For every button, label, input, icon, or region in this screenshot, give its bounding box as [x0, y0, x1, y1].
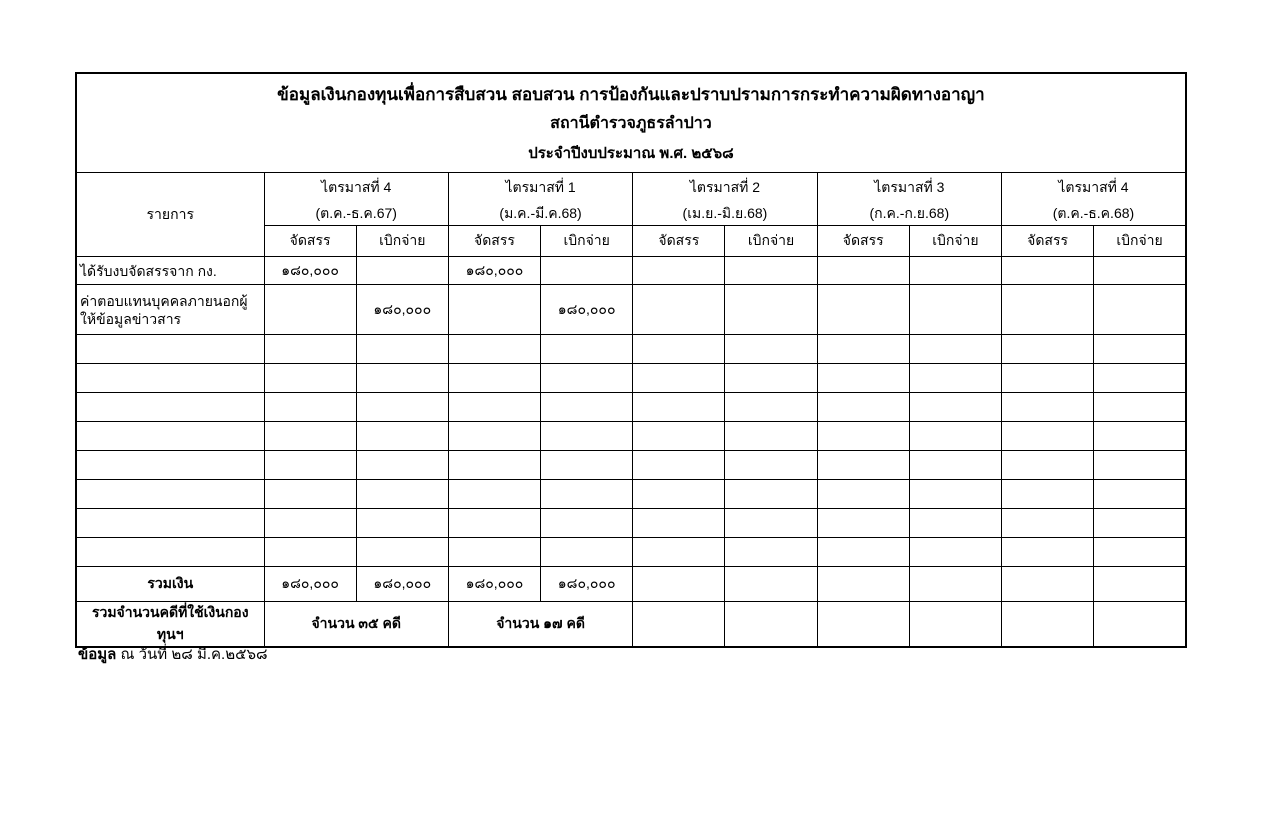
table-cell [817, 451, 909, 480]
table-cell [76, 422, 264, 451]
table-cell [909, 602, 1001, 648]
table-cell [356, 538, 448, 567]
quarter-header-2 [448, 173, 632, 226]
table-cell [633, 480, 725, 509]
amount-cell: ๑๘๐,๐๐๐ [541, 285, 633, 335]
table-cell [817, 364, 909, 393]
table-cell [909, 335, 1001, 364]
data-as-of-note [78, 646, 268, 664]
subheader-allocated: จัดสรร [448, 226, 540, 257]
total-amount-cell [817, 567, 909, 602]
table-cell [541, 509, 633, 538]
quarter-range: (เม.ย.-มิ.ย.68) [682, 205, 768, 221]
table-cell [909, 480, 1001, 509]
amount-cell [356, 257, 448, 285]
table-cell [1094, 364, 1186, 393]
table-cell [541, 422, 633, 451]
table-cell [264, 480, 356, 509]
table-cell [356, 509, 448, 538]
fund-table [75, 72, 1187, 648]
table-cell [1094, 393, 1186, 422]
table-cell [356, 364, 448, 393]
table-cell [909, 364, 1001, 393]
total-row [76, 567, 1186, 602]
table-cell [817, 393, 909, 422]
quarter-header-4 [817, 173, 1001, 226]
quarter-name: ไตรมาสที่ 1 [505, 179, 576, 195]
amount-cell: ๑๘๐,๐๐๐ [264, 257, 356, 285]
table-cell [725, 393, 817, 422]
quarter-name: ไตรมาสที่ 3 [874, 179, 945, 195]
table-cell [76, 480, 264, 509]
total-amount-cell [909, 567, 1001, 602]
table-cell [633, 602, 725, 648]
subheader-disbursed: เบิกจ่าย [909, 226, 1001, 257]
table-cell [541, 364, 633, 393]
table-cell [356, 393, 448, 422]
table-row [76, 393, 1186, 422]
table-cell [633, 451, 725, 480]
amount-cell [1094, 285, 1186, 335]
quarter-header-3 [633, 173, 817, 226]
amount-cell [725, 285, 817, 335]
table-cell [725, 509, 817, 538]
table-cell [448, 393, 540, 422]
table-cell [633, 422, 725, 451]
table-cell [817, 538, 909, 567]
station-name: สถานีตำรวจภูธรลำปาว [550, 114, 712, 132]
amount-cell [817, 285, 909, 335]
table-row [76, 451, 1186, 480]
row-label: ค่าตอบแทนบุคคลภายนอกผู้ให้ข้อมูลข่าวสาร [76, 285, 264, 335]
subheader-disbursed: เบิกจ่าย [541, 226, 633, 257]
table-row [76, 422, 1186, 451]
item-column-header: รายการ [76, 173, 264, 257]
total-label: รวมเงิน [76, 567, 264, 602]
amount-cell [817, 257, 909, 285]
table-cell [448, 451, 540, 480]
table-cell [633, 538, 725, 567]
table-cell [448, 509, 540, 538]
total-amount-cell [1002, 567, 1094, 602]
table-cell [817, 480, 909, 509]
table-row [76, 538, 1186, 567]
amount-cell [1094, 257, 1186, 285]
quarter-name: ไตรมาสที่ 2 [689, 179, 761, 195]
table-cell [1002, 422, 1094, 451]
subheader-disbursed: เบิกจ่าย [356, 226, 448, 257]
table-cell [909, 538, 1001, 567]
table-cell [817, 422, 909, 451]
amount-cell: ๑๘๐,๐๐๐ [356, 285, 448, 335]
table-cell [356, 480, 448, 509]
table-cell [633, 335, 725, 364]
table-cell [448, 335, 540, 364]
table-cell [1002, 393, 1094, 422]
amount-cell [264, 285, 356, 335]
quarter-header-5 [1002, 173, 1186, 226]
page-title: ข้อมูลเงินกองทุนเพื่อการสืบสวน สอบสวน การป้องกันและปราบปรามการกระทำความผิดทางอาญา [277, 84, 985, 104]
table-row [76, 285, 1186, 335]
subheader-disbursed: เบิกจ่าย [1094, 226, 1186, 257]
table-row [76, 335, 1186, 364]
cases-label: รวมจำนวนคดีที่ใช้เงินกองทุนฯ [76, 602, 264, 648]
table-cell [1002, 538, 1094, 567]
table-cell [264, 509, 356, 538]
table-cell [1094, 480, 1186, 509]
table-cell [633, 393, 725, 422]
table-cell [76, 538, 264, 567]
table-cell [817, 602, 909, 648]
quarter-name: ไตรมาสที่ 4 [321, 179, 392, 195]
table-row [76, 364, 1186, 393]
table-cell [909, 422, 1001, 451]
table-cell [909, 451, 1001, 480]
subheader-allocated: จัดสรร [633, 226, 725, 257]
table-cell [541, 335, 633, 364]
table-cell [909, 509, 1001, 538]
cases-row [76, 602, 1186, 648]
table-row [76, 257, 1186, 285]
total-amount-cell: ๑๘๐,๐๐๐ [356, 567, 448, 602]
table-cell [264, 364, 356, 393]
quarter-range: (ต.ค.-ธ.ค.67) [315, 205, 397, 221]
table-cell [448, 364, 540, 393]
quarter-range: (ม.ค.-มี.ค.68) [499, 205, 582, 221]
table-cell [264, 422, 356, 451]
cases-q1-cell: จำนวน ๓๕ คดี [264, 602, 448, 648]
table-cell [725, 451, 817, 480]
subheader-allocated: จัดสรร [264, 226, 356, 257]
table-cell [1002, 602, 1094, 648]
table-cell [541, 451, 633, 480]
table-cell [725, 480, 817, 509]
table-cell [76, 364, 264, 393]
table-cell [817, 509, 909, 538]
table-cell [264, 538, 356, 567]
title-row [76, 73, 1186, 173]
table-cell [356, 422, 448, 451]
table-cell [541, 480, 633, 509]
row-label: ได้รับงบจัดสรรจาก กง. [76, 257, 264, 285]
total-amount-cell: ๑๘๐,๐๐๐ [264, 567, 356, 602]
subheader-disbursed: เบิกจ่าย [725, 226, 817, 257]
total-amount-cell [1094, 567, 1186, 602]
fiscal-year: ประจำปีงบประมาณ พ.ศ. ๒๕๖๘ [528, 144, 734, 162]
total-amount-cell: ๑๘๐,๐๐๐ [541, 567, 633, 602]
table-cell [541, 538, 633, 567]
cases-q2-cell: จำนวน ๑๗ คดี [448, 602, 632, 648]
table-cell [725, 364, 817, 393]
table-cell [1094, 538, 1186, 567]
amount-cell [725, 257, 817, 285]
amount-cell [909, 257, 1001, 285]
table-cell [1094, 335, 1186, 364]
subheader-allocated: จัดสรร [817, 226, 909, 257]
table-cell [264, 451, 356, 480]
table-cell [1002, 451, 1094, 480]
table-cell [725, 538, 817, 567]
data-as-of-label: ข้อมูล [78, 646, 117, 663]
table-row [76, 509, 1186, 538]
table-cell [1002, 509, 1094, 538]
table-cell [909, 393, 1001, 422]
table-cell [76, 451, 264, 480]
table-cell [1002, 335, 1094, 364]
table-cell [448, 422, 540, 451]
table-cell [725, 602, 817, 648]
subheader-allocated: จัดสรร [1002, 226, 1094, 257]
table-cell [448, 480, 540, 509]
total-amount-cell [725, 567, 817, 602]
table-cell [356, 335, 448, 364]
table-cell [541, 393, 633, 422]
quarter-range: (ก.ค.-ก.ย.68) [869, 205, 950, 221]
amount-cell [541, 257, 633, 285]
amount-cell [633, 285, 725, 335]
table-cell [76, 335, 264, 364]
amount-cell [633, 257, 725, 285]
amount-cell [909, 285, 1001, 335]
quarter-name: ไตรมาสที่ 4 [1058, 179, 1129, 195]
table-cell [725, 335, 817, 364]
amount-cell [1002, 285, 1094, 335]
amount-cell [1002, 257, 1094, 285]
table-cell [76, 509, 264, 538]
table-cell [817, 335, 909, 364]
table-cell [633, 364, 725, 393]
table-cell [264, 335, 356, 364]
table-cell [633, 509, 725, 538]
table-cell [725, 422, 817, 451]
amount-cell: ๑๘๐,๐๐๐ [448, 257, 540, 285]
table-cell [76, 393, 264, 422]
table-cell [1094, 451, 1186, 480]
total-amount-cell: ๑๘๐,๐๐๐ [448, 567, 540, 602]
table-row [76, 480, 1186, 509]
total-amount-cell [633, 567, 725, 602]
table-cell [1094, 509, 1186, 538]
table-cell [264, 393, 356, 422]
table-cell [1002, 480, 1094, 509]
table-cell [1094, 602, 1186, 648]
title-block [76, 73, 1186, 173]
data-as-of-date: ณ วันที่ ๒๘ มี.ค.๒๕๖๘ [116, 646, 268, 663]
quarter-header-row [76, 173, 1186, 226]
table-cell [448, 538, 540, 567]
amount-cell [448, 285, 540, 335]
quarter-header-1 [264, 173, 448, 226]
quarter-range: (ต.ค.-ธ.ค.68) [1052, 205, 1135, 221]
table-cell [1002, 364, 1094, 393]
table-cell [356, 451, 448, 480]
table-cell [1094, 422, 1186, 451]
